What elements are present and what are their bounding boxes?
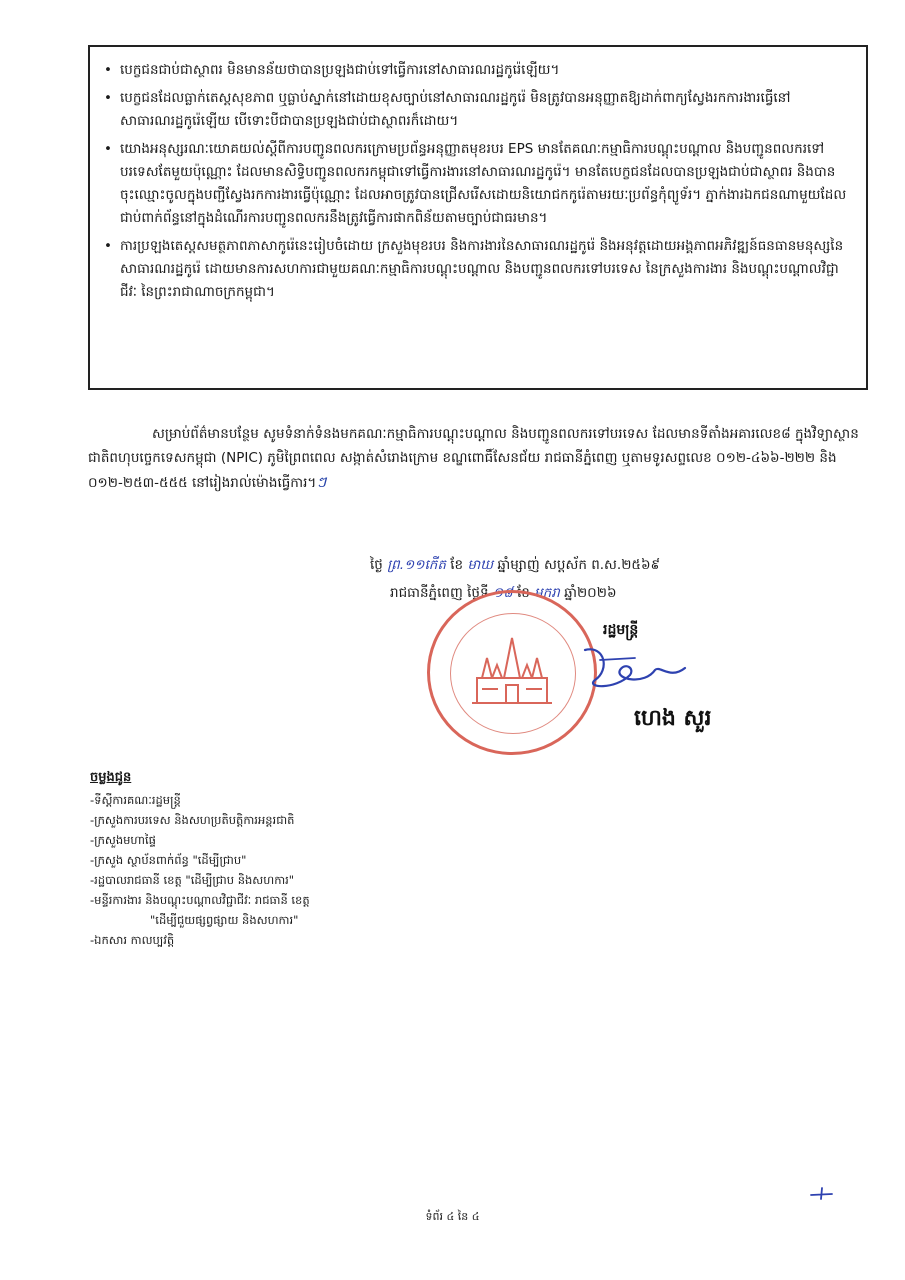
notice-bullet-3: • យោងអនុស្សរណៈយោគយល់ស្តីពីការបញ្ជូនពលករក្រោមប្រព័ន្ធអនុញ្ញាតមុខរបរ EPS មានតែគណៈកម្មាធិការបណ្តុះបណ្តាល និងបញ្ជូនពលករទៅបរទេសតែមួយប៉ុណ្ណោះ ដែលមានសិទ្ធិបញ្ជូនពលករកម្ពុជាទៅធ្វើការងារនៅសាធារណរដ្ឋកូរ៉េ។ មានតែបេក្ខជនដែលបានប្រឡងជាប់ជាស្ថាពរ និងបានចុះឈ្មោះចូលក្នុងបញ្ជីស្វែងរកការងារធ្វើប៉ុណ្ណោះ ដែលអាចត្រូវបានជ្រើសរើសដោយនិយោជកកូរ៉េតាមរយៈប្រព័ន្ធកុំព្យូទ័រ។ ភ្នាក់ងារឯកជនណាមួយដែលជាប់ពាក់ព័ន្ធនៅក្នុងដំណើរការបញ្ជូនពលករនឹងត្រូវធ្វើការផាកពិន័យតាមច្បាប់ជាធរមាន។ [104,138,848,230]
notice-bullet-4: • ការប្រឡងតេស្តសមត្ថភាពភាសាកូរ៉េនេះរៀបចំដោយ ក្រសួងមុខរបរ និងការងារនៃសាធារណរដ្ឋកូរ៉េ និងអនុវត្តដោយអង្គភាពអភិវឌ្ឍន៍ធនធានមនុស្សនៃសាធារណរដ្ឋកូរ៉េ ដោយមានការសហការជាមួយគណៈកម្មាធិការបណ្តុះបណ្តាល និងបញ្ជូនពលករទៅបរទេស នៃក្រសួងការងារ និងបណ្តុះបណ្តាលវិជ្ជាជីវៈ នៃព្រះរាជាណាចក្រកម្ពុជា។ [104,235,848,304]
page-number: ទំព័រ ៤ នៃ ៤ [425,1210,480,1223]
recipient-item: -ទីស្តីការគណៈរដ្ឋមន្ត្រី [90,793,181,807]
minister-title: រដ្ឋមន្ត្រី [603,622,639,638]
lunar-date-month: មាឃ [467,557,494,573]
recipient-item: -មន្ទីរការងារ និងបណ្តុះបណ្តាលវិជ្ជាជីវៈ រាជធានី ខេត្ត [90,893,310,907]
solar-date-day: ១៨ [492,585,513,601]
lunar-date-month-label: ខែ [450,557,464,573]
notice-box [88,45,868,390]
recipients-title: ចម្លងជូន [90,770,132,785]
minister-name: ហេង សួរ [634,706,712,731]
recipient-item: "ដើម្បីជួយផ្សព្វផ្សាយ និងសហការ" [150,913,299,927]
lunar-date-suffix: ឆ្នាំម្សាញ់ សប្តស័ក ព.ស.២៥៦៩ [497,557,661,573]
corner-handwritten-mark [808,1183,838,1203]
angkor-temple-icon [462,623,562,713]
solar-date-prefix: រាជធានីភ្នំពេញ ថ្ងៃទី [390,585,489,601]
recipient-item: -រដ្ឋបាលរាជធានី ខេត្ត "ដើម្បីជ្រាប និងសហការ" [90,873,295,887]
solar-date-suffix: ឆ្នាំ២០២៦ [564,585,617,601]
recipient-item: -ក្រសួងការបរទេស និងសហប្រតិបត្តិការអន្តរជាតិ [90,813,295,827]
recipient-item: -ក្រសួង ស្ថាប័នពាក់ព័ន្ធ "ដើម្បីជ្រាប" [90,853,247,867]
contact-paragraph-text: សម្រាប់ព័ត៌មានបន្ថែម សូមទំនាក់ទំនងមកគណៈកម្មាធិការបណ្តុះបណ្តាល និងបញ្ជូនពលករទៅបរទេស ដែលមានទីតាំងអគារលេខ៨ ក្នុងវិទ្យាស្ថានជាតិពហុបច្ចេកទេសកម្ពុជា (NPIC) ភូមិព្រៃពពេល សង្កាត់សំរោងក្រោម ខណ្ឌពោធិ៍សែនជ័យ រាជធានីភ្នំពេញ ឬតាមទូរសព្ទលេខ ០១២-៤៦៦-២២២ និង ០១២-២៥៣-៥៥៥ នៅរៀងរាល់ម៉ោងធ្វើការ។ [88,426,859,491]
recipient-item: -ឯកសារ កាលប្បវត្តិ [90,933,175,947]
official-seal [427,590,597,755]
recipients-list [90,768,310,950]
inline-initial-signature: ៗ [316,473,327,491]
lunar-date-line [370,556,660,576]
solar-date-month-label: ខែ [516,585,530,601]
notice-bullet-1: • បេក្ខជនជាប់ជាស្ថាពរ មិនមានន័យថាបានប្រឡងជាប់ទៅធ្វើការនៅសាធារណរដ្ឋកូរ៉េឡើយ។ [104,59,848,82]
lunar-date-day: ព្រ.១១កើត [387,557,446,573]
recipient-item: -ក្រសួងមហាផ្ទៃ [90,833,156,847]
contact-paragraph [88,422,868,495]
minister-signature [575,640,695,700]
lunar-date-prefix: ថ្ងៃ [370,557,383,573]
notice-bullet-2: • បេក្ខជនដែលធ្លាក់តេស្តសុខភាព ឬធ្លាប់ស្នាក់នៅដោយខុសច្បាប់នៅសាធារណរដ្ឋកូរ៉េ មិនត្រូវបានអនុញ្ញាតឱ្យដាក់ពាក្យស្វែងរកការងារធ្វើនៅសាធារណរដ្ឋកូរ៉េឡើយ បើទោះបីជាបានប្រឡងជាប់ជាស្ថាពរក៏ដោយ។ [104,87,848,133]
solar-date-month: មករា [534,585,560,601]
